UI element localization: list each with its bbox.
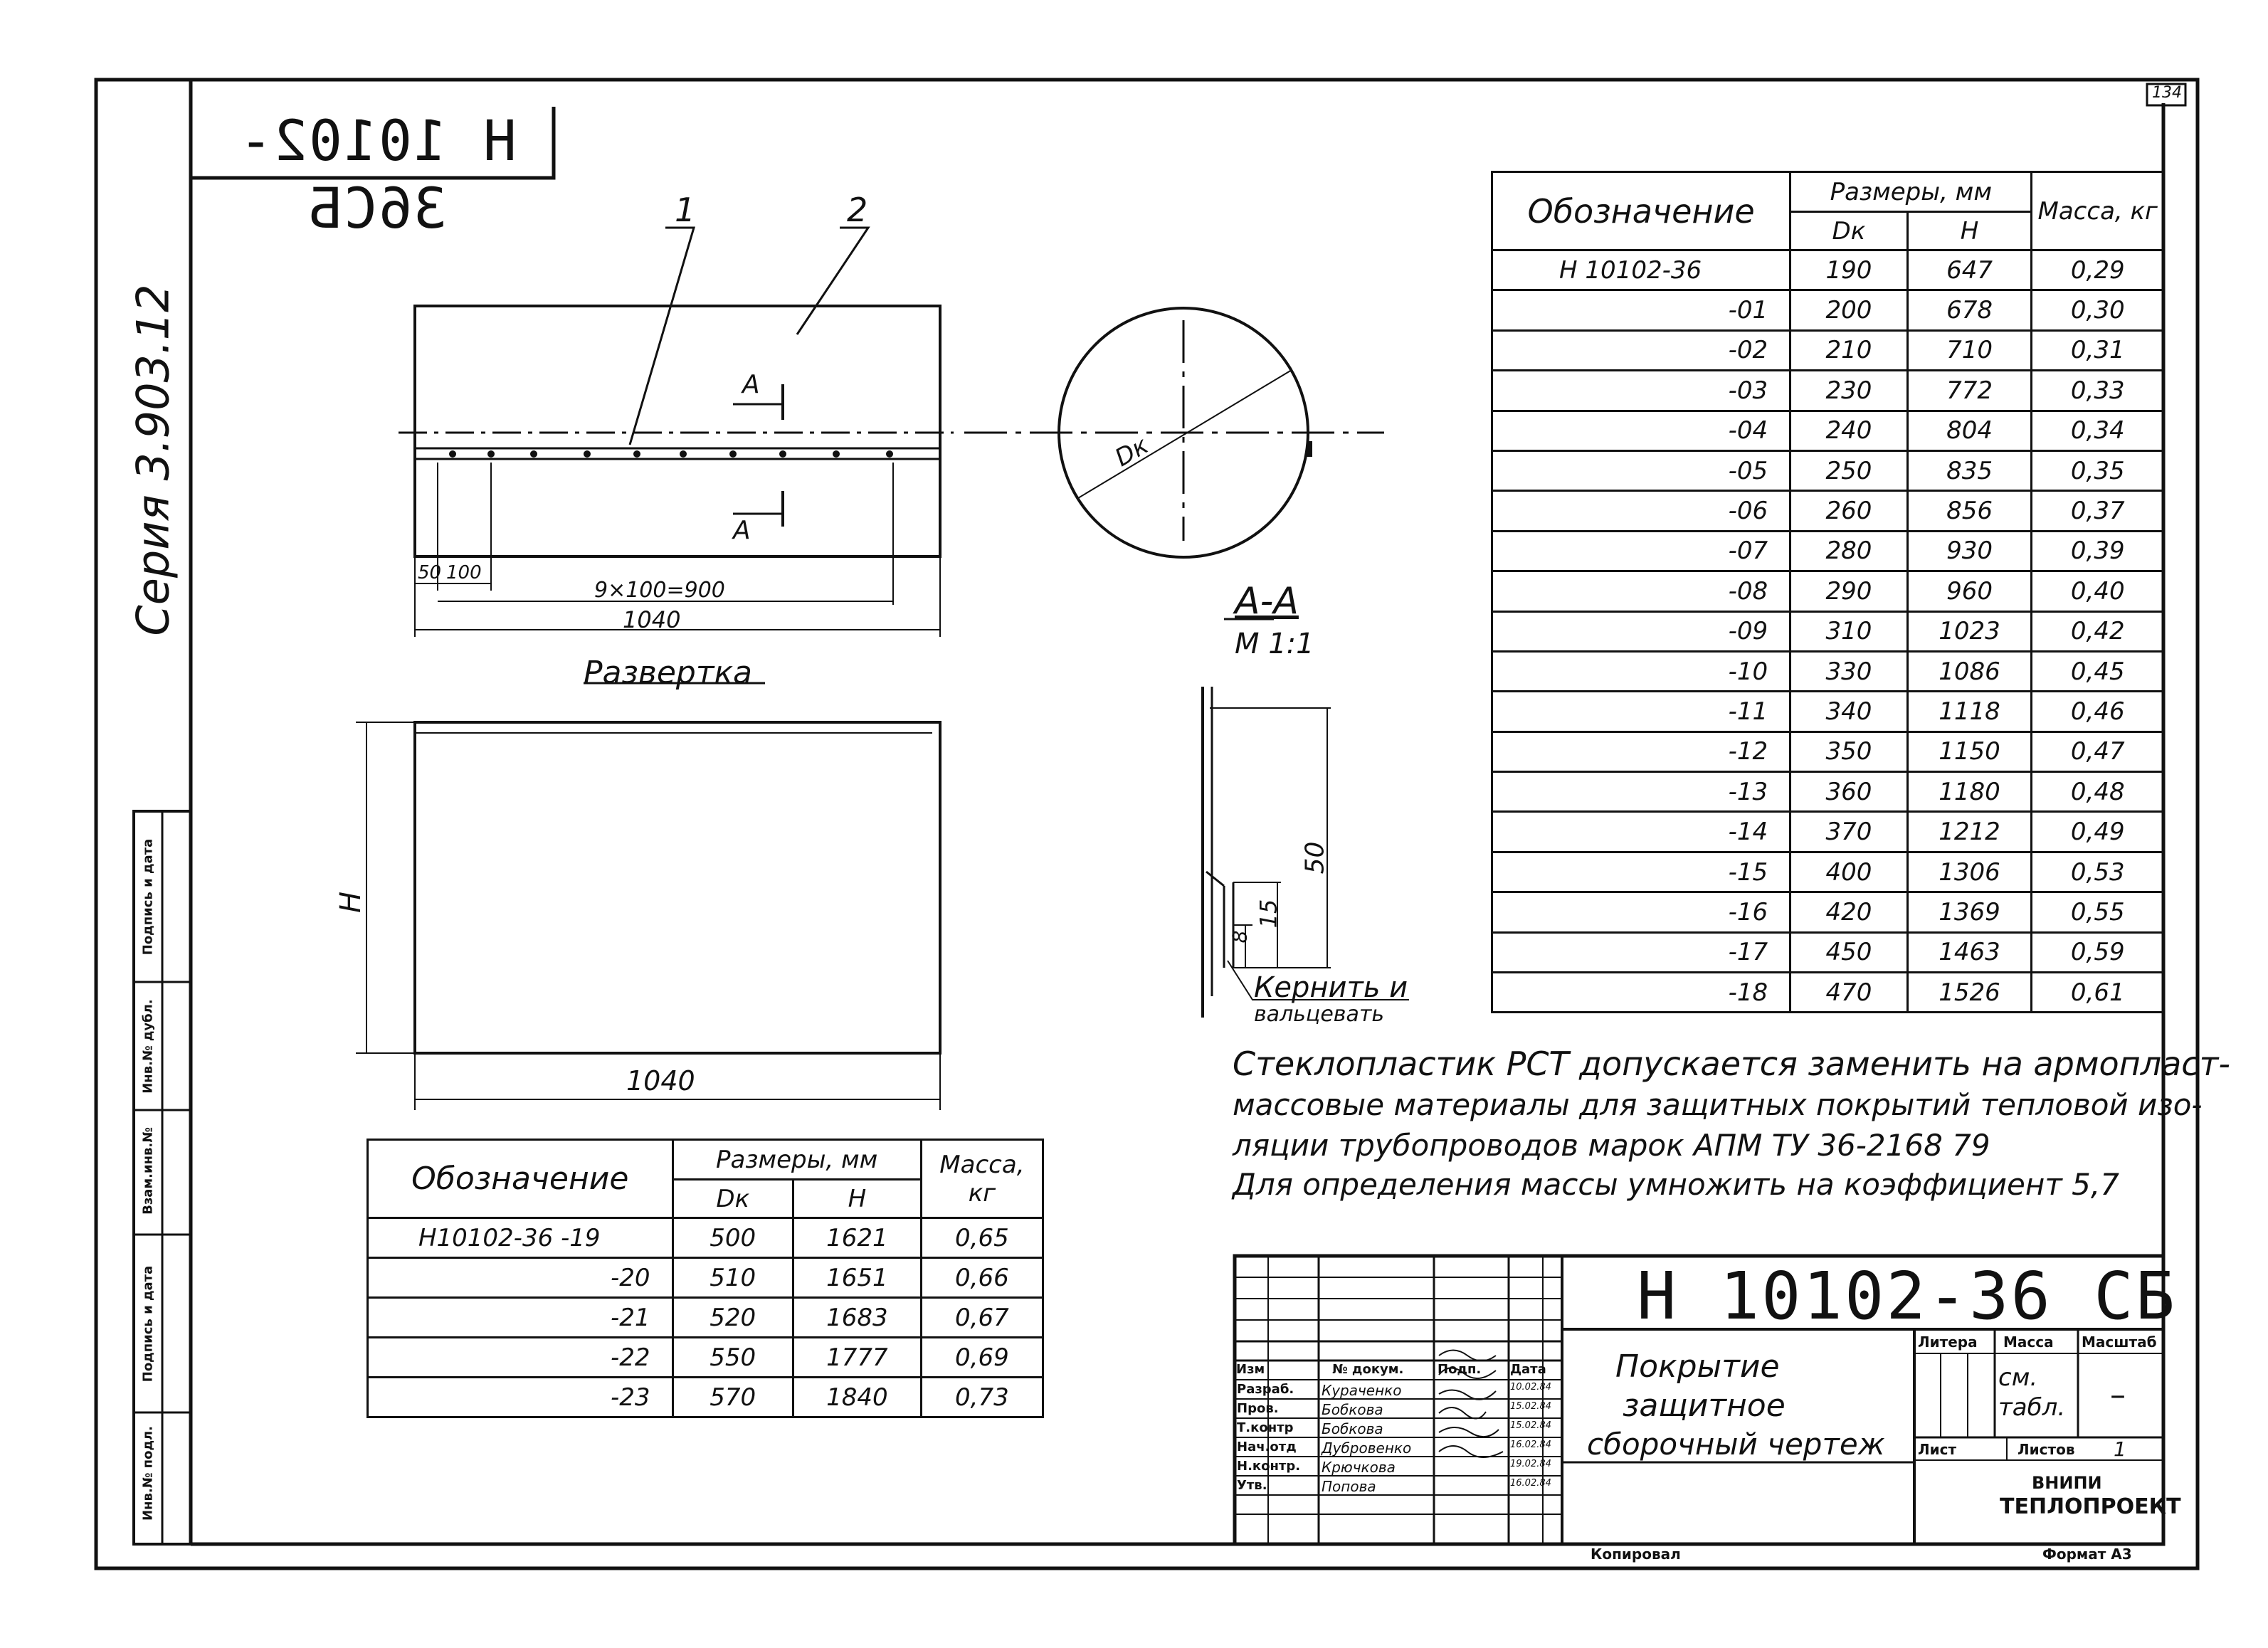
table-row <box>368 1338 1043 1378</box>
dk-cell: 200 <box>1790 290 1907 330</box>
masshtab-value: – <box>2110 1377 2126 1413</box>
sizes-table-right <box>1491 171 2165 1013</box>
table-row <box>1492 852 2164 892</box>
h-cell: 1086 <box>1907 651 2032 691</box>
designation-cell: -07 <box>1492 531 1790 571</box>
dk-cell: 450 <box>1790 932 1907 972</box>
table-row <box>1492 611 2164 651</box>
side-label-inv-dubl: Инв.№ дубл. <box>140 999 156 1094</box>
kernit-label-1: Кернить и <box>1254 971 1408 1004</box>
h-cell: 1212 <box>1907 812 2032 852</box>
note-line-4: Для определения массы умножить на коэффициент 5,7 <box>1233 1167 2119 1202</box>
dk-cell: 340 <box>1790 692 1907 731</box>
dim-1040-bottom: 1040 <box>626 1065 695 1097</box>
dk-cell: 400 <box>1790 852 1907 892</box>
table-row <box>1492 692 2164 731</box>
dk-cell: 210 <box>1790 330 1907 370</box>
designation-cell: -12 <box>1492 731 1790 771</box>
listov-value: 1 <box>2114 1437 2126 1461</box>
mass-cell: 0,48 <box>2032 772 2164 812</box>
table-row <box>368 1258 1043 1298</box>
org-line-1: ВНИПИ <box>2032 1473 2102 1493</box>
dk-cell: 190 <box>1790 250 1907 290</box>
h-cell: 1306 <box>1907 852 2032 892</box>
doc-code: Н 10102-36 СБ <box>1637 1258 2178 1334</box>
designation-cell: -13 <box>1492 772 1790 812</box>
designation-cell: -05 <box>1492 450 1790 490</box>
h-cell: 710 <box>1907 330 2032 370</box>
dim-1040-top: 1040 <box>623 606 681 633</box>
th-designation: Обозначение <box>368 1140 673 1218</box>
mass-cell: 0,31 <box>2032 330 2164 370</box>
side-label-inv-podl: Инв.№ подл. <box>140 1426 156 1521</box>
th-sizes: Размеры, мм <box>1790 172 2032 212</box>
designation-cell: -09 <box>1492 611 1790 651</box>
designation-cell: -08 <box>1492 571 1790 611</box>
dk-cell: 370 <box>1790 812 1907 852</box>
dk-cell: 350 <box>1790 731 1907 771</box>
signer-name: Крючкова <box>1322 1459 1396 1476</box>
h-cell: 1840 <box>793 1378 921 1417</box>
signer-name: Попова <box>1322 1478 1376 1495</box>
h-massa: Масса <box>2003 1333 2054 1351</box>
massa-value: см. табл. <box>1998 1363 2066 1422</box>
table-row <box>1492 571 2164 611</box>
h-cell: 856 <box>1907 491 2032 531</box>
designation-cell: -22 <box>368 1338 673 1378</box>
table-row <box>1492 450 2164 490</box>
mass-cell: 0,29 <box>2032 250 2164 290</box>
mass-cell: 0,55 <box>2032 892 2164 932</box>
table-row <box>1492 330 2164 370</box>
stamp-code-mirrored: Н 10102-36СБ <box>238 110 517 241</box>
dim-9x100: 9×100=900 <box>594 578 725 603</box>
section-dim-15: 15 <box>1255 899 1282 929</box>
designation-cell: -11 <box>1492 692 1790 731</box>
signer-name: Дубровенко <box>1322 1440 1412 1457</box>
th-h: H <box>1907 212 2032 250</box>
h-cell: 835 <box>1907 450 2032 490</box>
table-row <box>1492 731 2164 771</box>
mass-cell: 0,39 <box>2032 531 2164 571</box>
dk-cell: 420 <box>1790 892 1907 932</box>
h-cell: 1777 <box>793 1338 921 1378</box>
table-row <box>1492 932 2164 972</box>
dk-cell: 570 <box>673 1378 793 1417</box>
th-designation: Обозначение <box>1492 172 1790 250</box>
section-dim-8: 8 <box>1228 930 1252 944</box>
dk-cell: 260 <box>1790 491 1907 531</box>
mass-cell: 0,61 <box>2032 973 2164 1013</box>
table-row <box>368 1218 1043 1258</box>
signer-role: Н.контр. <box>1237 1459 1301 1474</box>
col-sign: Подп. <box>1438 1362 1482 1377</box>
h-cell: 1369 <box>1907 892 2032 932</box>
table-row <box>1492 290 2164 330</box>
note-line-2: массовые материалы для защитных покрытий тепловой изо- <box>1233 1087 2203 1122</box>
sign-date: 15.02.84 <box>1510 1401 1551 1412</box>
dk-cell: 550 <box>673 1338 793 1378</box>
table-row <box>1492 772 2164 812</box>
mass-cell: 0,46 <box>2032 692 2164 731</box>
mass-cell: 0,30 <box>2032 290 2164 330</box>
signer-role: Разраб. <box>1237 1382 1294 1397</box>
copied-by-label: Копировал <box>1591 1546 1681 1563</box>
h-masshtab: Масштаб <box>2082 1333 2157 1351</box>
flat-pattern-outline <box>415 722 940 1053</box>
assembly-outline <box>415 306 940 556</box>
mass-cell: 0,59 <box>2032 932 2164 972</box>
side-label-sign-date-2: Подпись и дата <box>140 838 156 956</box>
h-cell: 1150 <box>1907 731 2032 771</box>
section-dim-50: 50 <box>1300 841 1330 875</box>
sign-date: 15.02.84 <box>1510 1420 1551 1431</box>
h-cell: 1180 <box>1907 772 2032 812</box>
h-cell: 804 <box>1907 411 2032 450</box>
dk-cell: 280 <box>1790 531 1907 571</box>
designation-cell: -15 <box>1492 852 1790 892</box>
designation-cell: -16 <box>1492 892 1790 932</box>
th-mass: Масса, кг <box>2032 172 2164 250</box>
h-cell: 1651 <box>793 1258 921 1298</box>
table-row <box>1492 892 2164 932</box>
table-row <box>1492 973 2164 1013</box>
designation-cell: -03 <box>1492 371 1790 411</box>
h-cell: 1683 <box>793 1298 921 1338</box>
mass-cell: 0,33 <box>2032 371 2164 411</box>
dk-cell: 290 <box>1790 571 1907 611</box>
col-date: Дата <box>1510 1362 1546 1377</box>
mass-cell: 0,37 <box>2032 491 2164 531</box>
section-title: А-А <box>1235 580 1299 623</box>
org-line-2: ТЕПЛОПРОЕКТ <box>2000 1494 2181 1519</box>
dk-cell: 240 <box>1790 411 1907 450</box>
table-row <box>1492 411 2164 450</box>
mass-cell: 0,69 <box>921 1338 1043 1378</box>
mass-cell: 0,45 <box>2032 651 2164 691</box>
mass-cell: 0,53 <box>2032 852 2164 892</box>
side-label-sign-date-1: Подпись и дата <box>140 1265 156 1383</box>
h-cell: 1023 <box>1907 611 2032 651</box>
designation-cell: -04 <box>1492 411 1790 450</box>
listov-label: Листов <box>2018 1441 2075 1458</box>
sign-date: 16.02.84 <box>1510 1478 1551 1489</box>
dim-50: 50 <box>418 562 442 583</box>
dk-cell: 330 <box>1790 651 1907 691</box>
callout-1: 1 <box>675 191 696 229</box>
title-line-2: защитное <box>1623 1388 1786 1424</box>
designation-cell: -06 <box>1492 491 1790 531</box>
h-cell: 930 <box>1907 531 2032 571</box>
mass-cell: 0,65 <box>921 1218 1043 1258</box>
table-row <box>1492 491 2164 531</box>
dim-h: H <box>334 891 368 914</box>
side-label-vzam-inv: Взам.инв.№ <box>140 1127 156 1215</box>
h-cell: 647 <box>1907 250 2032 290</box>
mass-cell: 0,49 <box>2032 812 2164 852</box>
dk-cell: 230 <box>1790 371 1907 411</box>
mass-cell: 0,67 <box>921 1298 1043 1338</box>
dk-cell: 500 <box>673 1218 793 1258</box>
table-row <box>1492 651 2164 691</box>
dk-cell: 250 <box>1790 450 1907 490</box>
table-row <box>1492 531 2164 571</box>
designation-cell: -02 <box>1492 330 1790 370</box>
signer-name: Кураченко <box>1322 1382 1402 1399</box>
designation-cell: -14 <box>1492 812 1790 852</box>
h-litera: Литера <box>1918 1333 1978 1351</box>
list-label: Лист <box>1918 1441 1957 1458</box>
th-dk: Dк <box>673 1180 793 1218</box>
designation-cell: -21 <box>368 1298 673 1338</box>
mass-cell: 0,73 <box>921 1378 1043 1417</box>
h-cell: 1526 <box>1907 973 2032 1013</box>
designation-cell: -23 <box>368 1378 673 1417</box>
th-sizes: Размеры, мм <box>673 1140 921 1180</box>
h-cell: 1118 <box>1907 692 2032 731</box>
series-label: Серия 3.903.12 <box>127 284 179 636</box>
section-scale: М 1:1 <box>1235 628 1314 660</box>
title-line-3: сборочный чертеж <box>1587 1427 1885 1462</box>
mass-cell: 0,66 <box>921 1258 1043 1298</box>
note-line-1: Стеклопластик РСТ допускается заменить на армопласт- <box>1233 1045 2230 1083</box>
signer-role: Т.контр <box>1237 1420 1294 1435</box>
dk-cell: 510 <box>673 1258 793 1298</box>
dk-cell: 310 <box>1790 611 1907 651</box>
designation-cell: -17 <box>1492 932 1790 972</box>
designation-cell: -18 <box>1492 973 1790 1013</box>
table-row <box>1492 250 2164 290</box>
title-line-1: Покрытие <box>1615 1348 1780 1385</box>
page-number: 134 <box>2152 84 2182 102</box>
h-cell: 1621 <box>793 1218 921 1258</box>
mass-cell: 0,40 <box>2032 571 2164 611</box>
signer-name: Бобкова <box>1322 1401 1383 1418</box>
signer-role: Пров. <box>1237 1401 1279 1416</box>
table-row <box>368 1298 1043 1338</box>
note-line-3: ляции трубопроводов марок АПМ ТУ 36-2168 79 <box>1233 1128 1990 1163</box>
designation-cell: -20 <box>368 1258 673 1298</box>
table-row <box>368 1378 1043 1417</box>
designation-cell: Н 10102-36 <box>1492 250 1790 290</box>
mass-cell: 0,35 <box>2032 450 2164 490</box>
section-mark-bottom: A <box>733 516 751 545</box>
kernit-label-2: вальцевать <box>1254 1002 1385 1027</box>
sign-date: 10.02.84 <box>1510 1382 1551 1393</box>
callout-2: 2 <box>847 191 868 229</box>
sign-date: 16.02.84 <box>1510 1440 1551 1450</box>
designation-cell: Н10102-36 -19 <box>368 1218 673 1258</box>
signer-name: Бобкова <box>1322 1420 1383 1437</box>
section-mark-top: A <box>742 370 760 399</box>
table-row <box>1492 812 2164 852</box>
format-label: Формат А3 <box>2042 1546 2132 1563</box>
designation-cell: -10 <box>1492 651 1790 691</box>
dk-cell: 520 <box>673 1298 793 1338</box>
sign-date: 19.02.84 <box>1510 1459 1551 1469</box>
th-dk: Dк <box>1790 212 1907 250</box>
mass-cell: 0,47 <box>2032 731 2164 771</box>
dk-cell: 360 <box>1790 772 1907 812</box>
col-doc: № докум. <box>1332 1362 1404 1377</box>
th-h: H <box>793 1180 921 1218</box>
sizes-table-left <box>366 1139 1044 1418</box>
signer-role: Нач.отд <box>1237 1440 1297 1454</box>
dk-cell: 470 <box>1790 973 1907 1013</box>
mass-cell: 0,42 <box>2032 611 2164 651</box>
designation-cell: -01 <box>1492 290 1790 330</box>
h-cell: 772 <box>1907 371 2032 411</box>
dim-100: 100 <box>446 562 482 583</box>
h-cell: 960 <box>1907 571 2032 611</box>
signer-role: Утв. <box>1237 1478 1267 1493</box>
th-mass: Масса, кг <box>921 1140 1043 1218</box>
dk-label: Dк <box>1110 431 1154 473</box>
h-cell: 1463 <box>1907 932 2032 972</box>
table-row <box>1492 371 2164 411</box>
razvertka-label: Развертка <box>584 655 752 691</box>
h-cell: 678 <box>1907 290 2032 330</box>
mass-cell: 0,34 <box>2032 411 2164 450</box>
col-izm: Изм <box>1236 1362 1265 1377</box>
